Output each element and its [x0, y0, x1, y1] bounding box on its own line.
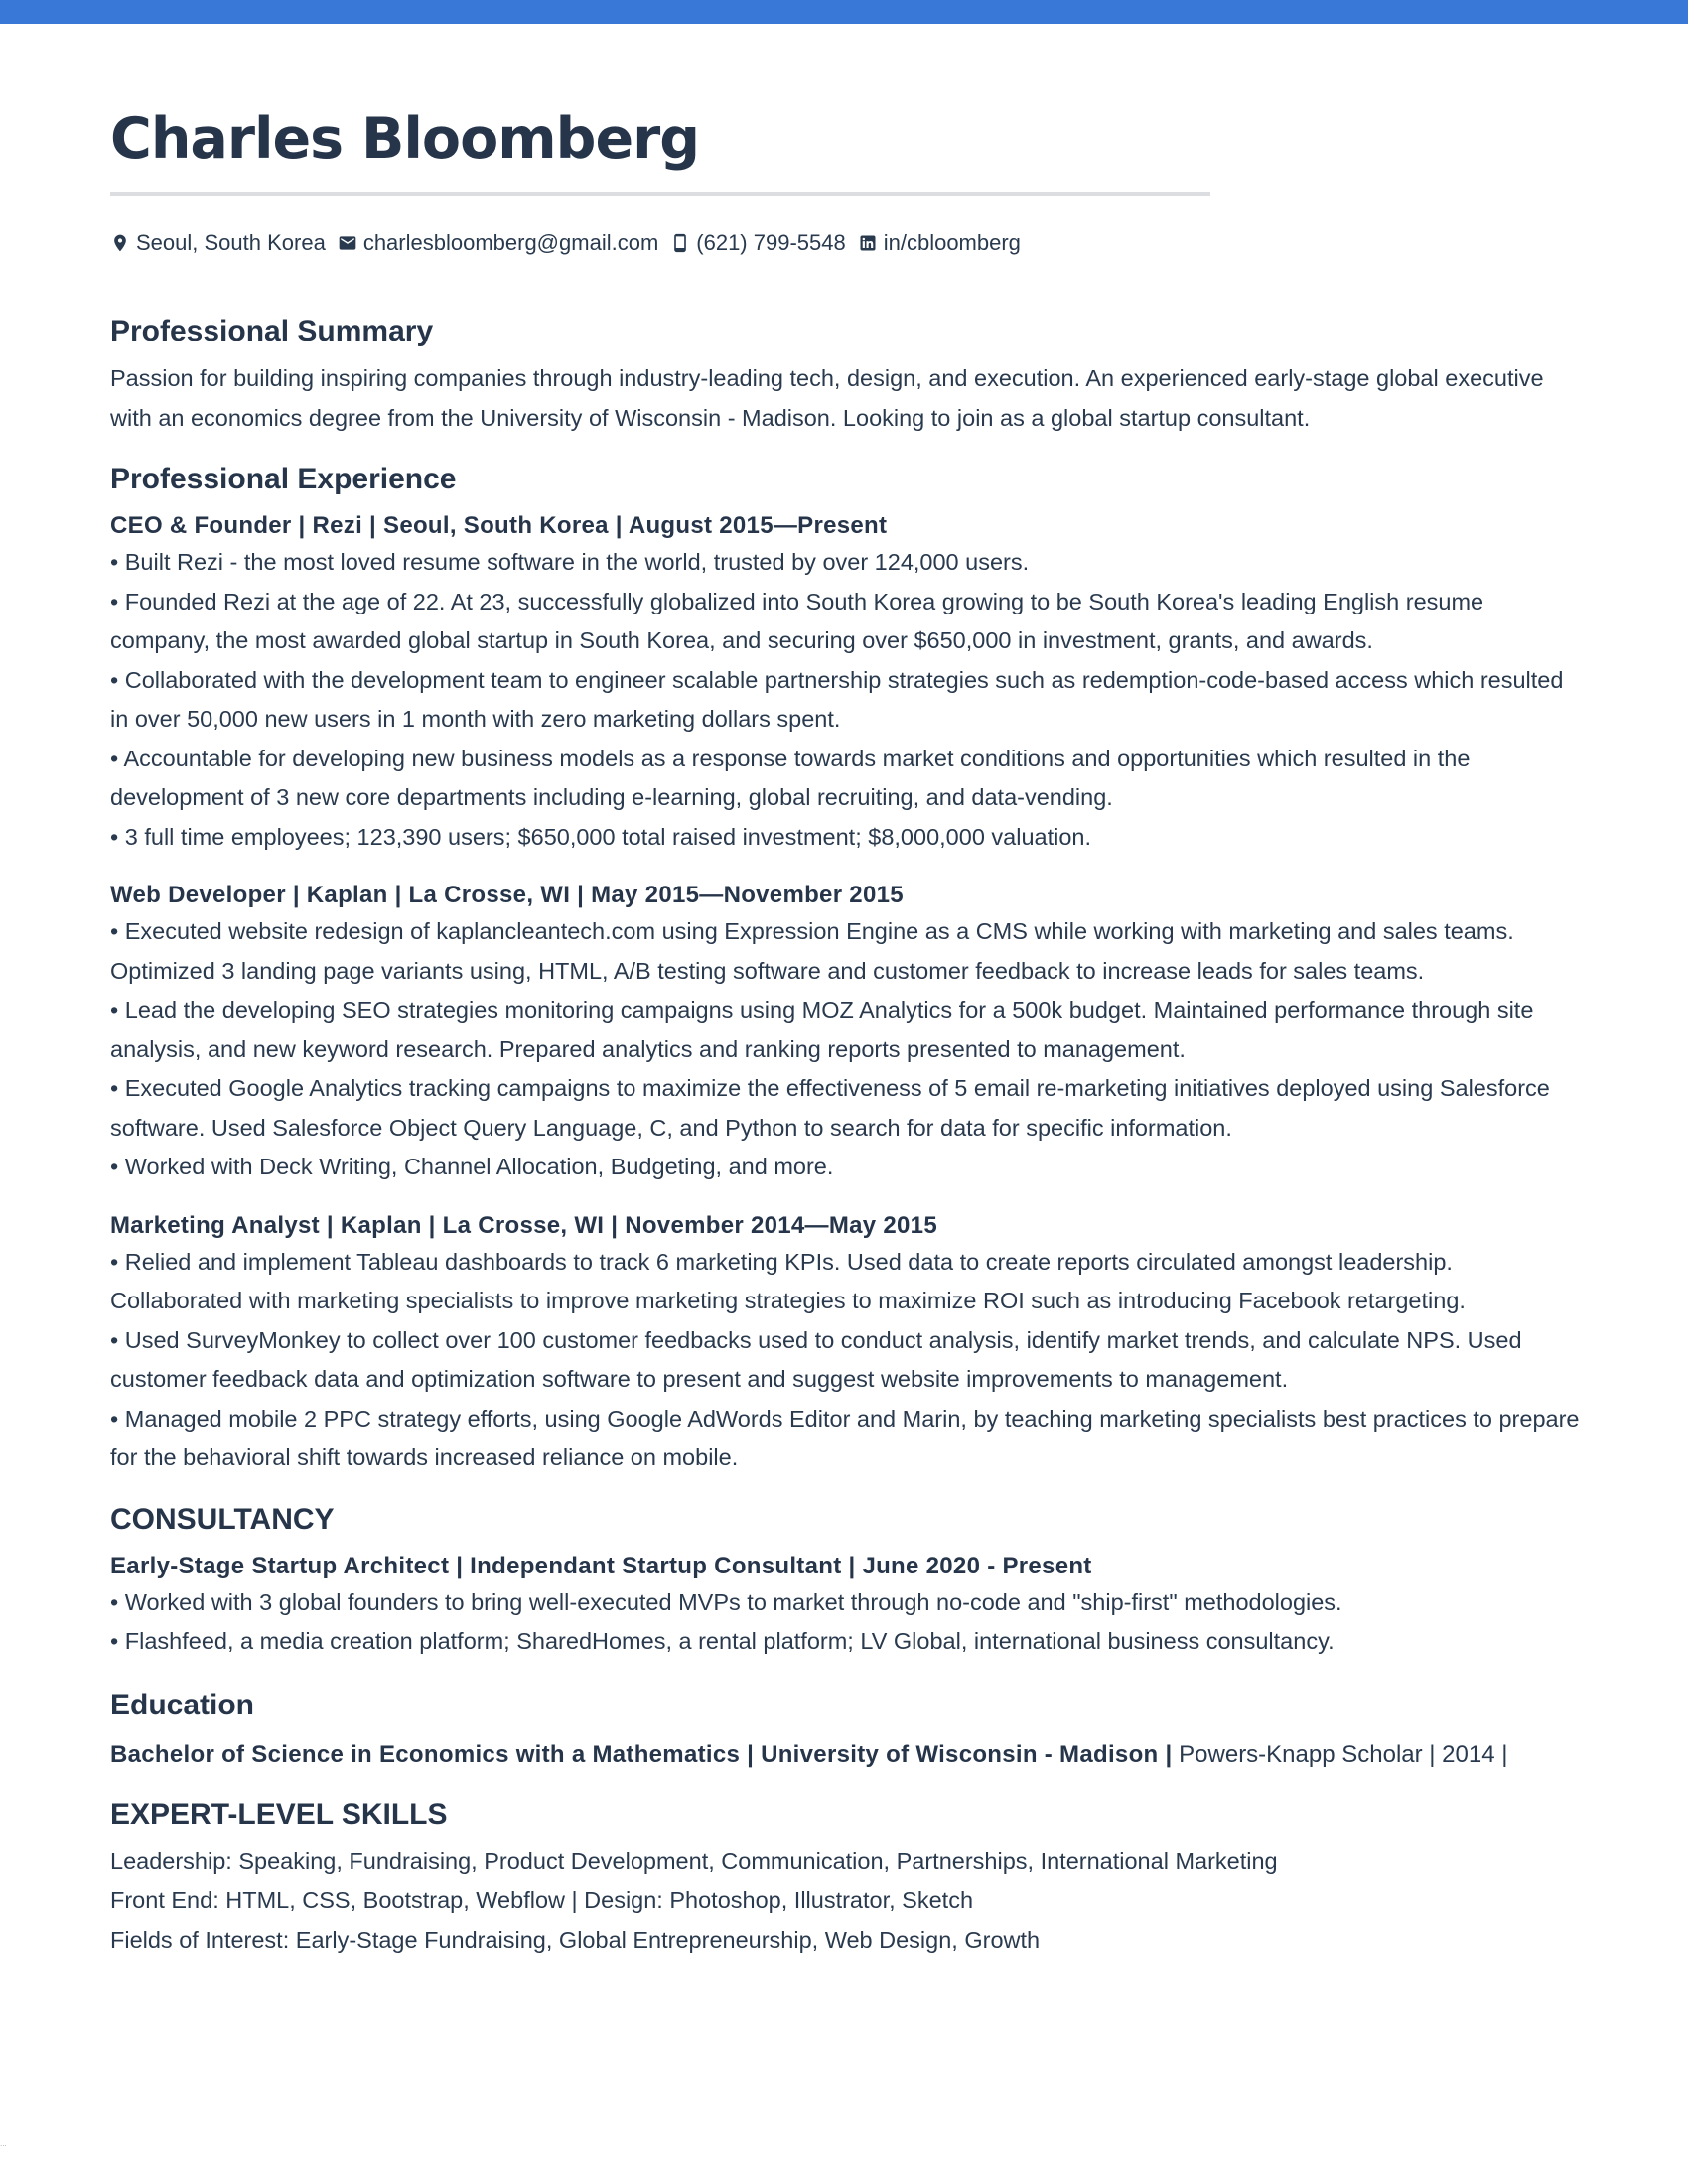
summary-section	[110, 312, 1580, 438]
education-details: Powers-Knapp Scholar | 2014 |	[1172, 1740, 1508, 1768]
contact-email[interactable]	[338, 230, 658, 256]
job-bullet: • Flashfeed, a media creation platform; SharedHomes, a rental platform; LV Global, international business consultancy.	[110, 1628, 1335, 1654]
location-pin-icon	[110, 233, 130, 253]
contact-linkedin[interactable]	[858, 230, 1021, 256]
job-bullet: • Worked with 3 global founders to bring well-executed MVPs to market through no-code and "ship-first" methodologies.	[110, 1588, 1342, 1615]
phone-icon	[670, 233, 690, 253]
skill-line: Leadership: Speaking, Fundraising, Product Development, Communication, Partnerships, International Marketing	[110, 1847, 1278, 1874]
job-bullet: • Lead the developing SEO strategies monitoring campaigns using MOZ Analytics for a 500k budget. Maintained performance through site analysis, and new keyword research. Prepared analytics and ranking reports presented to management.	[110, 997, 1534, 1062]
candidate-name: Charles Bloomberg	[110, 106, 700, 172]
corner-mark: ...	[0, 2139, 7, 2148]
job-bullet: • Relied and implement Tableau dashboards to track 6 marketing KPIs. Used data to create reports circulated amongst leadership. Collaborated with marketing specialists to improve marketing strategies to maximize ROI such as introducing Facebook retargeting.	[110, 1248, 1466, 1313]
skills-section	[110, 1795, 1580, 1961]
linkedin-text[interactable]: in/cbloomberg	[883, 230, 1021, 255]
job-entry	[110, 509, 1580, 857]
education-section	[110, 1686, 1580, 1773]
skills-title: EXPERT-LEVEL SKILLS	[110, 1797, 448, 1831]
resume-page	[110, 99, 1580, 1960]
job-bullet: • Collaborated with the development team to engineer scalable partnership strategies such as redemption-code-based access which resulted in over 50,000 new users in 1 month with zero marketing dollars spent.	[110, 666, 1564, 732]
job-bullet: • 3 full time employees; 123,390 users; $650,000 total raised investment; $8,000,000 valuation.	[110, 823, 1092, 850]
email-text[interactable]: charlesbloomberg@gmail.com	[362, 230, 659, 255]
name-divider	[110, 192, 1210, 196]
summary-title: Professional Summary	[110, 315, 434, 347]
job-heading: Marketing Analyst | Kaplan | La Crosse, WI | November 2014—May 2015	[110, 1211, 937, 1239]
phone-text[interactable]: (621) 799-5548	[696, 230, 846, 255]
job-heading: Early-Stage Startup Architect | Independant Startup Consultant | June 2020 - Present	[110, 1552, 1092, 1579]
job-bullet: • Built Rezi - the most loved resume software in the world, trusted by over 124,000 users.	[110, 549, 1030, 575]
degree-text: Bachelor of Science in Economics with a Mathematics | University of Wisconsin - Madison |	[110, 1740, 1173, 1768]
job-bullet: • Managed mobile 2 PPC strategy efforts, using Google AdWords Editor and Marin, by teaching marketing specialists best practices to prepare for the behavioral shift towards increased reliance on mobile.	[110, 1405, 1580, 1470]
contact-location	[110, 230, 326, 256]
location-text: Seoul, South Korea	[136, 230, 326, 255]
job-heading: Web Developer | Kaplan | La Crosse, WI | May 2015—November 2015	[110, 882, 904, 908]
job-bullet: • Accountable for developing new business models as a response towards market conditions and opportunities which resulted in the development of 3 new core departments including e-learning, global recruiting, and data-vending.	[110, 745, 1471, 810]
contact-row	[110, 228, 1580, 258]
job-bullet: • Founded Rezi at the age of 22. At 23, successfully globalized into South Korea growing to be South Korea's leading English resume company, the most awarded global startup in South Korea, and securing over $650,000 in investment, grants, and awards.	[110, 588, 1484, 653]
job-bullet: • Executed Google Analytics tracking campaigns to maximize the effectiveness of 5 email re-marketing initiatives deployed using Salesforce software. Used Salesforce Object Query Language, C, and Python to search for data for specific information.	[110, 1075, 1550, 1141]
job-entry	[110, 1209, 1580, 1478]
consultancy-section	[110, 1500, 1580, 1662]
job-entry	[110, 879, 1580, 1187]
education-title: Education	[110, 1688, 255, 1721]
job-bullet: • Worked with Deck Writing, Channel Allocation, Budgeting, and more.	[110, 1154, 834, 1179]
education-entry	[110, 1737, 1580, 1773]
summary-text: Passion for building inspiring companies through industry-leading tech, design, and execution. An experienced early-stage global executive with an economics degree from the University of Wisconsin - Madison. Looking to join as a global startup consultant.	[110, 365, 1544, 431]
job-bullet: • Executed website redesign of kaplancleantech.com using Expression Engine as a CMS while working with marketing and sales teams. Optimized 3 landing page variants using, HTML, A/B testing software and customer feedback to increase leads for sales teams.	[110, 918, 1514, 984]
job-entry	[110, 1550, 1580, 1662]
job-bullet: • Used SurveyMonkey to collect over 100 customer feedbacks used to conduct analysis, identify market trends, and calculate NPS. Used customer feedback data and optimization software to present and suggest website improvements to management.	[110, 1326, 1522, 1392]
skill-line: Fields of Interest: Early-Stage Fundraising, Global Entrepreneurship, Web Design, Growth	[110, 1926, 1041, 1953]
skill-line: Front End: HTML, CSS, Bootstrap, Webflow | Design: Photoshop, Illustrator, Sketch	[110, 1887, 974, 1913]
experience-section	[110, 460, 1580, 1478]
contact-phone[interactable]	[670, 230, 845, 256]
consultancy-title: CONSULTANCY	[110, 1502, 335, 1536]
job-heading: CEO & Founder | Rezi | Seoul, South Korea | August 2015—Present	[110, 512, 888, 539]
experience-title: Professional Experience	[110, 463, 457, 495]
top-accent-bar	[0, 0, 1688, 24]
linkedin-icon	[858, 233, 878, 253]
email-icon	[338, 233, 357, 253]
